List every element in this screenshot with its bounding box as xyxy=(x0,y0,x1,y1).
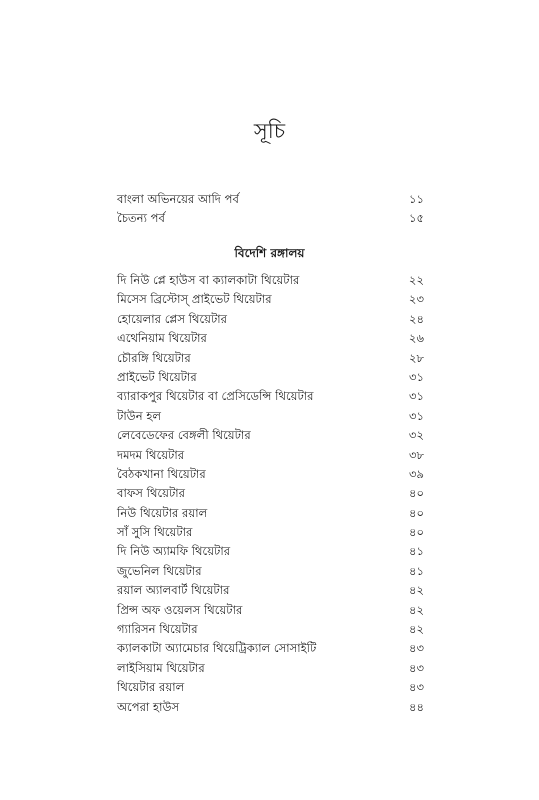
toc-entry-page: ৩১ xyxy=(408,389,424,404)
toc-entry-title: প্রাইভেট থিয়েটার xyxy=(117,369,197,384)
toc-entry xyxy=(117,484,424,503)
toc-entry xyxy=(117,678,424,697)
toc-entry-title: গ্যারিসন থিয়েটার xyxy=(117,622,198,637)
toc-entry-title: সাঁ সুসি থিয়েটার xyxy=(117,525,193,540)
toc-entry-title: অপেরা হাউস xyxy=(117,699,180,714)
toc-entry-title: দি নিউ অ্যামফি থিয়েটার xyxy=(117,544,231,559)
toc-intro-list xyxy=(117,190,424,229)
toc-entry-page: ১৫ xyxy=(408,211,424,226)
toc-entry-title: ক্যালকাটা অ্যামেচার থিয়েট্রিক্যাল সোসাইটি xyxy=(117,641,317,656)
toc-entry xyxy=(117,465,424,484)
toc-entry-page: ৪৩ xyxy=(408,680,424,695)
toc-entry xyxy=(117,601,424,620)
toc-entry-title: মিসেস ব্রিস্টোস্ প্রাইভেট থিয়েটার xyxy=(117,292,272,307)
toc-entry-page: ৪২ xyxy=(408,602,424,617)
toc-entry-page: ৩৯ xyxy=(408,466,424,481)
toc-entry xyxy=(117,329,424,348)
toc-entry-title: এথেনিয়াম থিয়েটার xyxy=(117,331,207,346)
toc-entry-title: থিয়েটার রয়াল xyxy=(117,680,185,695)
toc-entry-title: লাইসিয়াম থিয়েটার xyxy=(117,660,205,675)
toc-entry xyxy=(117,387,424,406)
toc-entry-title: রয়াল অ্যালবার্ট থিয়েটার xyxy=(117,583,230,598)
toc-entry-page: ৪২ xyxy=(408,622,424,637)
toc-entry xyxy=(117,290,424,309)
toc-entry xyxy=(117,581,424,600)
toc-entry-page: ২৩ xyxy=(408,292,424,307)
toc-entry-page: ৪৪ xyxy=(408,699,424,714)
toc-entry-title: চৌরঙ্গি থিয়েটার xyxy=(117,350,191,365)
toc-entry xyxy=(117,659,424,678)
toc-entry-page: ৪০ xyxy=(408,525,424,540)
toc-entry-title: বৈঠকখানা থিয়েটার xyxy=(117,466,206,481)
toc-entry-page: ৩৮ xyxy=(408,447,424,462)
toc-entry xyxy=(117,523,424,542)
toc-entry-title: বাংলা অভিনয়ের আদি পর্ব xyxy=(117,192,239,206)
toc-entry-page: ৪১ xyxy=(408,563,424,578)
toc-entry-page: ৪১ xyxy=(408,544,424,559)
toc-entry xyxy=(117,407,424,426)
toc-entry xyxy=(117,190,424,209)
toc-entry xyxy=(117,504,424,523)
toc-entry-title: নিউ থিয়েটার রয়াল xyxy=(117,505,208,520)
toc-entry xyxy=(117,620,424,639)
toc-entry-page: ১১ xyxy=(408,192,424,206)
toc-entry-title: প্রিন্স অফ ওয়েলস থিয়েটার xyxy=(117,602,243,617)
toc-entry-title: দি নিউ প্লে হাউস বা ক্যালকাটা থিয়েটার xyxy=(117,273,300,287)
toc-entry-title: হোয়েলার প্লেস থিয়েটার xyxy=(117,311,228,326)
toc-entry-title: লেবেডেফের বেঙ্গলী থিয়েটার xyxy=(117,428,251,443)
toc-entry-page: ৩১ xyxy=(408,369,424,384)
toc-entry-title: বাফস থিয়েটার xyxy=(117,486,186,501)
toc-entry-title: চৈতন্য পর্ব xyxy=(117,211,165,226)
toc-entry-page: ২৪ xyxy=(408,311,424,326)
toc-entry xyxy=(117,271,424,290)
toc-entry-page: ৪৩ xyxy=(408,660,424,675)
section-heading: বিদেশি রঙ্গালয় xyxy=(234,246,305,260)
toc-section-list xyxy=(117,271,424,717)
toc-entry xyxy=(117,349,424,368)
toc-entry-page: ২২ xyxy=(408,273,424,287)
toc-entry-page: ৪০ xyxy=(408,486,424,501)
toc-entry-title: ব্যারাকপুর থিয়েটার বা প্রেসিডেন্সি থিয়েটার xyxy=(117,389,314,404)
toc-entry-title: টাউন হল xyxy=(117,408,162,423)
toc-entry xyxy=(117,446,424,465)
toc-entry xyxy=(117,368,424,387)
toc-entry-page: ৪৩ xyxy=(408,641,424,656)
toc-entry-title: দমদম থিয়েটার xyxy=(117,447,185,462)
toc-entry-page: ২৮ xyxy=(408,350,424,365)
toc-entry xyxy=(117,426,424,445)
toc-entry xyxy=(117,209,424,228)
toc-entry-page: ২৬ xyxy=(408,331,424,346)
toc-entry-title: জুভেনিল থিয়েটার xyxy=(117,563,202,578)
toc-entry xyxy=(117,698,424,717)
toc-entry-page: ৪২ xyxy=(408,583,424,598)
toc-entry xyxy=(117,639,424,658)
toc-entry xyxy=(117,562,424,581)
toc-entry-page: ৪০ xyxy=(408,505,424,520)
toc-entry-page: ৩২ xyxy=(408,428,424,443)
toc-entry-page: ৩১ xyxy=(408,408,424,423)
page-title: সূচি xyxy=(253,119,286,143)
toc-entry xyxy=(117,542,424,561)
toc-entry xyxy=(117,310,424,329)
